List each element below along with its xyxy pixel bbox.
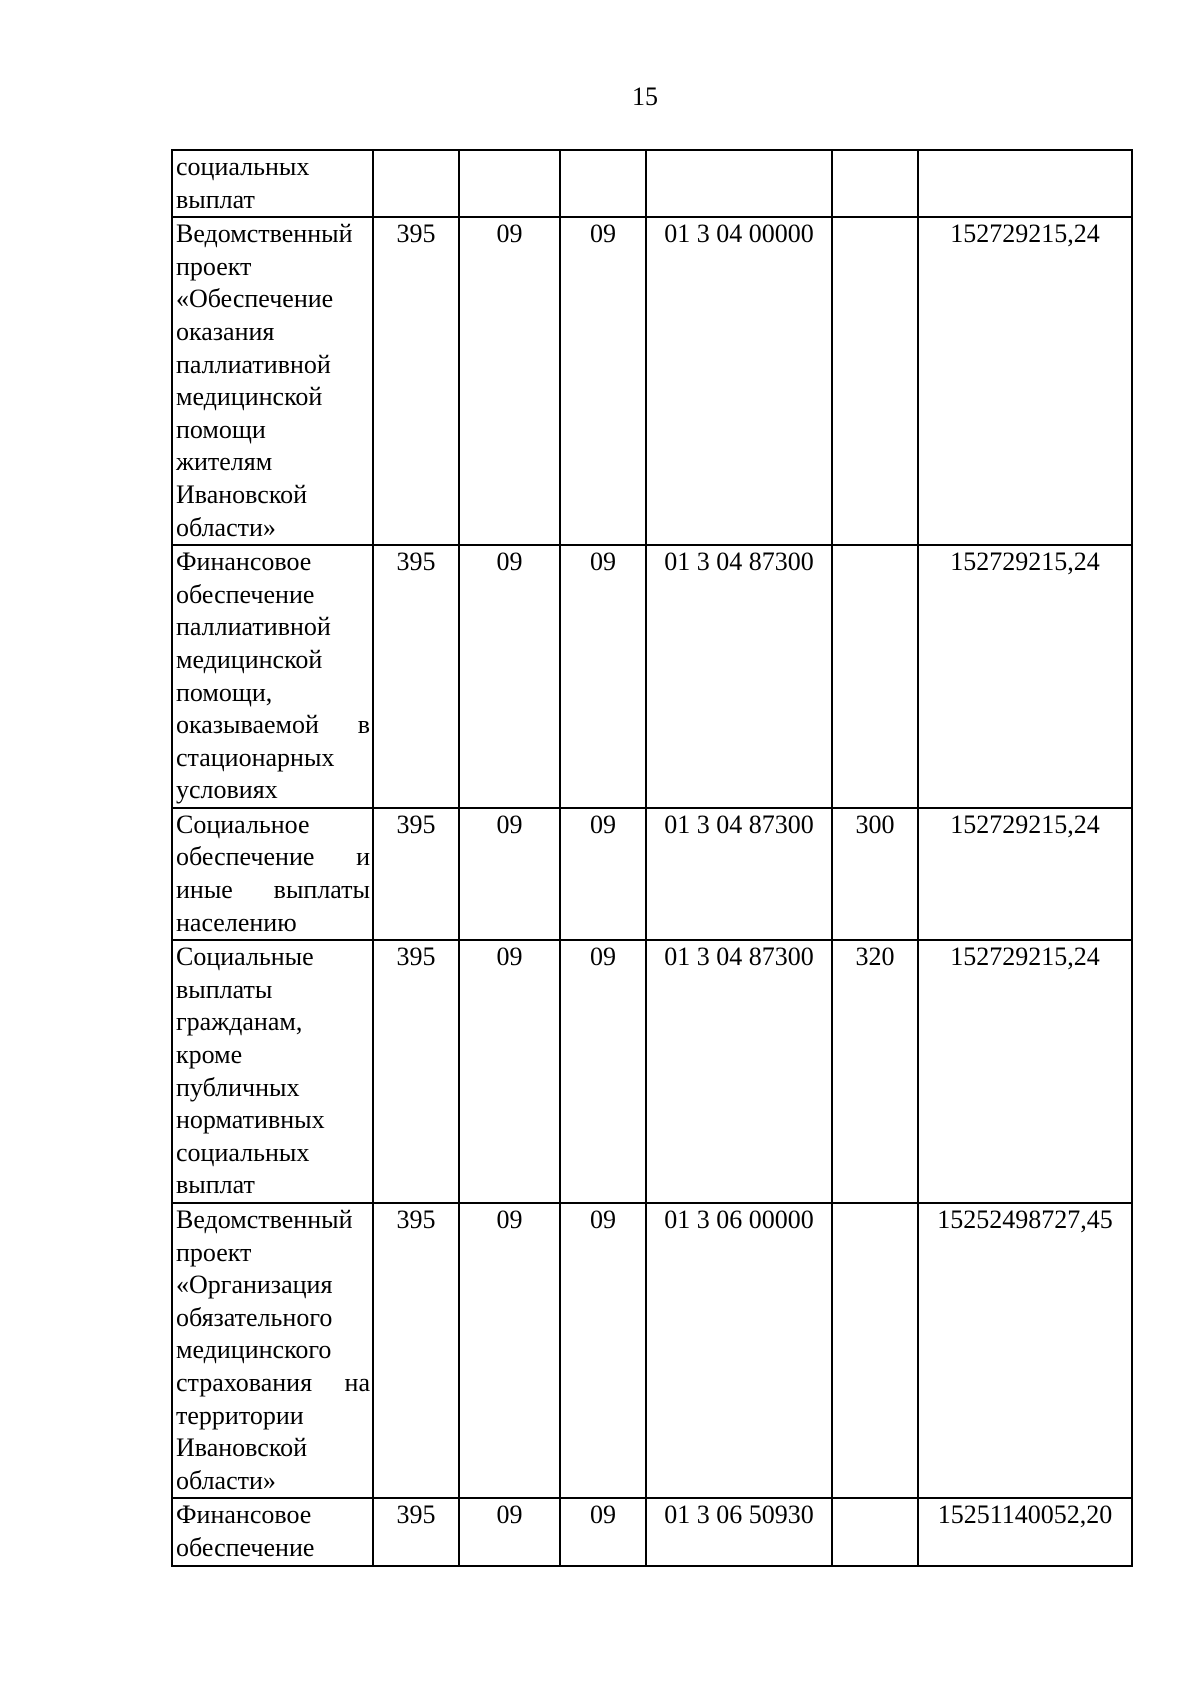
- table-row: [172, 940, 1132, 1203]
- cell-csr: 01 3 06 00000: [646, 1203, 832, 1498]
- cell-csr: 01 3 04 87300: [646, 940, 832, 1203]
- cell-pr: 09: [560, 217, 646, 545]
- cell-pr: 09: [560, 808, 646, 940]
- cell-name-line: Финансовое: [176, 547, 312, 577]
- cell-name-line: области»: [176, 1465, 276, 1495]
- cell-pr: 09: [560, 545, 646, 808]
- cell-name-line: обеспечение: [176, 1532, 315, 1562]
- cell-name-line: медицинского: [176, 1335, 332, 1365]
- page-number: 15: [632, 82, 658, 111]
- cell-name-line: территории: [176, 1400, 304, 1430]
- cell-ved: 395: [373, 1498, 459, 1565]
- cell-pr: 09: [560, 1203, 646, 1498]
- table-row: [172, 1203, 1132, 1498]
- cell-name-line: иные выплаты: [176, 875, 370, 905]
- cell-name-line: Ведомственный: [176, 219, 353, 249]
- cell-csr: 01 3 06 50930: [646, 1498, 832, 1565]
- cell-name-line: обязательного: [176, 1302, 333, 1332]
- cell-name-line: Ведомственный: [176, 1205, 353, 1234]
- table-row: [172, 150, 1132, 217]
- cell-pr: 09: [560, 1498, 646, 1565]
- cell-sum: 152729215,24: [918, 545, 1132, 808]
- cell-name-line: социальных: [176, 152, 310, 181]
- cell-name: [172, 1498, 373, 1565]
- budget-table: [171, 149, 1133, 1567]
- cell-vr: [832, 150, 918, 217]
- cell-name-line: Ивановской: [176, 1433, 308, 1463]
- cell-name: [172, 217, 373, 545]
- cell-rz: 09: [459, 545, 560, 808]
- cell-name: [172, 1203, 373, 1498]
- cell-ved: 395: [373, 545, 459, 808]
- cell-name-line: Ивановской: [176, 479, 308, 509]
- cell-csr: 01 3 04 87300: [646, 545, 832, 808]
- cell-name-line: «Обеспечение: [176, 284, 334, 314]
- cell-name-line: страхования на: [176, 1367, 370, 1397]
- cell-name-line: обеспечение: [176, 579, 315, 609]
- cell-ved: 395: [373, 217, 459, 545]
- cell-name-line: обеспечение и: [176, 842, 370, 872]
- cell-name-line: стационарных: [176, 742, 335, 772]
- cell-name-line: публичных: [176, 1072, 300, 1102]
- cell-vr: [832, 545, 918, 808]
- cell-rz: 09: [459, 808, 560, 940]
- cell-name-line: выплаты: [176, 974, 273, 1004]
- cell-pr: [560, 150, 646, 217]
- cell-name-line: жителям: [176, 447, 273, 477]
- cell-rz: 09: [459, 940, 560, 1203]
- cell-sum: 152729215,24: [918, 940, 1132, 1203]
- cell-name-line: проект: [176, 1237, 252, 1267]
- cell-name-line: области»: [176, 512, 276, 542]
- cell-sum: 15251140052,20: [918, 1498, 1132, 1565]
- cell-csr: 01 3 04 00000: [646, 217, 832, 545]
- cell-rz: 09: [459, 217, 560, 545]
- cell-name-line: Социальное: [176, 809, 310, 839]
- cell-rz: 09: [459, 1203, 560, 1498]
- cell-name-line: гражданам,: [176, 1007, 303, 1037]
- cell-csr: [646, 150, 832, 217]
- cell-rz: [459, 150, 560, 217]
- cell-name-line: кроме: [176, 1040, 243, 1070]
- cell-vr: 320: [832, 940, 918, 1203]
- cell-ved: 395: [373, 1203, 459, 1498]
- cell-vr: [832, 217, 918, 545]
- cell-name: [172, 150, 373, 217]
- cell-ved: 395: [373, 808, 459, 940]
- cell-name-line: проект: [176, 251, 252, 281]
- cell-csr: 01 3 04 87300: [646, 808, 832, 940]
- cell-vr: 300: [832, 808, 918, 940]
- cell-name-line: социальных: [176, 1137, 310, 1167]
- cell-vr: [832, 1498, 918, 1565]
- cell-name-line: нормативных: [176, 1105, 325, 1135]
- cell-name-line: помощи: [176, 414, 266, 444]
- cell-name-line: «Организация: [176, 1270, 333, 1300]
- cell-name: [172, 940, 373, 1203]
- table-row: [172, 217, 1132, 545]
- cell-ved: 395: [373, 940, 459, 1203]
- cell-name-line: оказываемой в: [176, 710, 370, 740]
- cell-name-line: Социальные: [176, 942, 314, 972]
- cell-name-line: паллиативной: [176, 612, 331, 642]
- cell-sum: [918, 150, 1132, 217]
- cell-name: [172, 545, 373, 808]
- cell-pr: 09: [560, 940, 646, 1203]
- cell-sum: 152729215,24: [918, 808, 1132, 940]
- cell-name-line: медицинской: [176, 382, 323, 412]
- cell-name-line: населению: [176, 907, 297, 937]
- cell-name-line: условиях: [176, 775, 278, 805]
- cell-sum: 152729215,24: [918, 217, 1132, 545]
- cell-sum: 15252498727,45: [918, 1203, 1132, 1498]
- cell-name: [172, 808, 373, 940]
- cell-ved: [373, 150, 459, 217]
- table-row: [172, 1498, 1132, 1565]
- cell-vr: [832, 1203, 918, 1498]
- cell-name-line: помощи,: [176, 677, 273, 707]
- cell-rz: 09: [459, 1498, 560, 1565]
- table-row: [172, 545, 1132, 808]
- cell-name-line: выплат: [176, 1170, 255, 1200]
- cell-name-line: выплат: [176, 184, 255, 214]
- table-row: [172, 808, 1132, 940]
- cell-name-line: медицинской: [176, 644, 323, 674]
- cell-name-line: оказания: [176, 316, 275, 346]
- cell-name-line: Финансовое: [176, 1500, 312, 1530]
- cell-name-line: паллиативной: [176, 349, 331, 379]
- table-body: [172, 150, 1132, 1566]
